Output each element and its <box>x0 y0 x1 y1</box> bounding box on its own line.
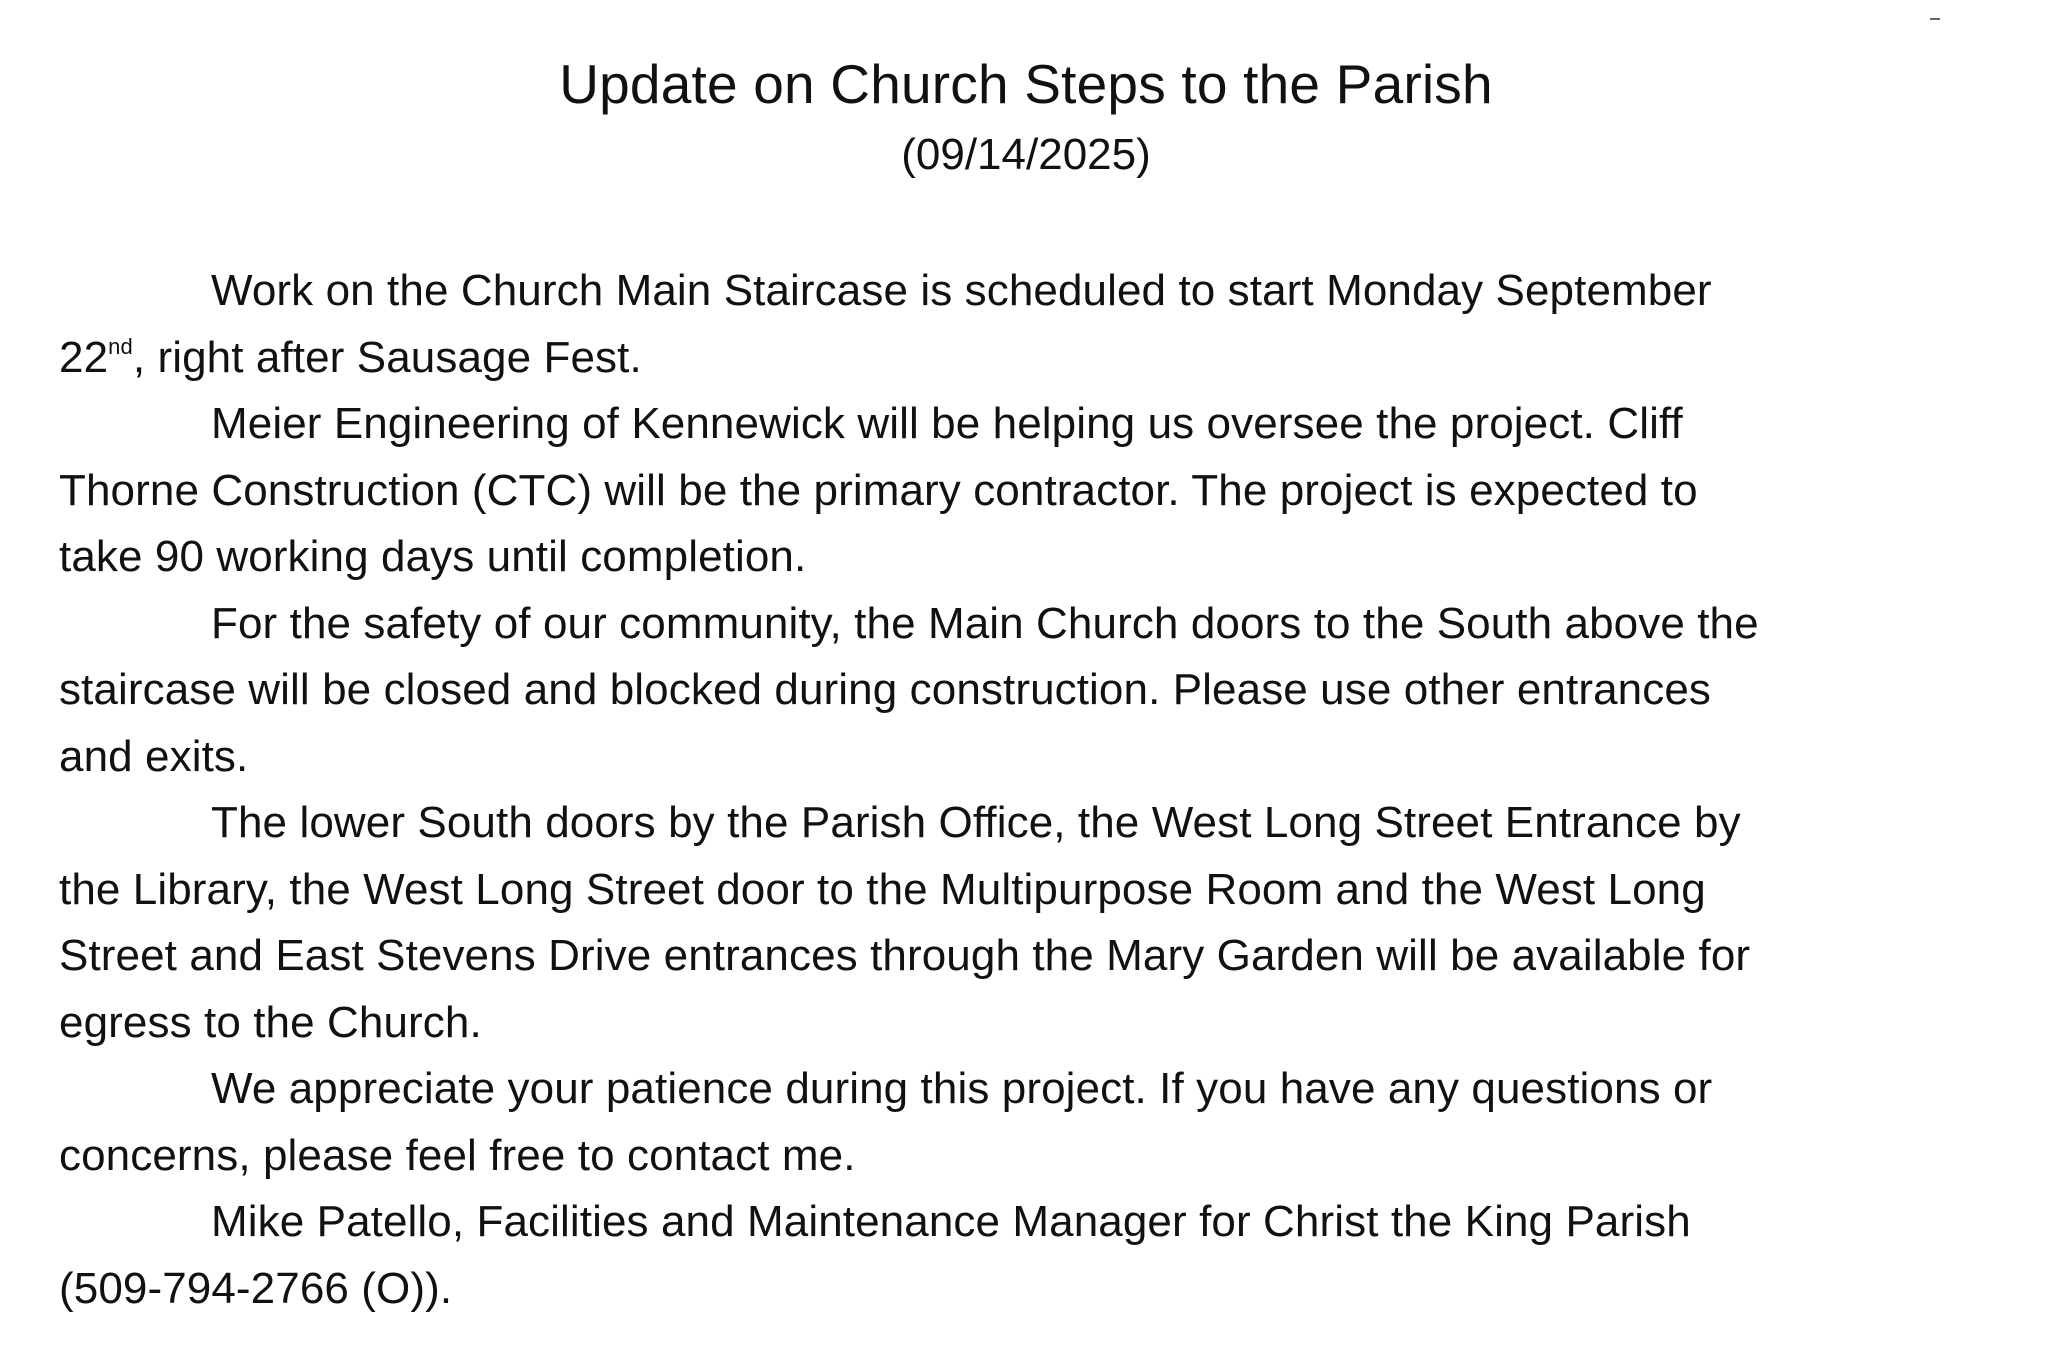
body-line: (509-794-2766 (O)). <box>59 1263 453 1313</box>
document-title: Update on Church Steps to the Parish <box>559 53 1493 115</box>
document-body <box>59 258 2019 1322</box>
body-line: Street and East Stevens Drive entrances through the Mary Garden will be available for <box>59 931 1751 980</box>
body-line: and exits. <box>59 731 249 781</box>
body-line: We appreciate your patience during this project. If you have any questions or <box>211 1064 1713 1113</box>
ordinal-suffix: nd <box>108 333 133 359</box>
body-line <box>59 325 2019 392</box>
scan-speck <box>1930 18 1940 20</box>
body-line: Work on the Church Main Staircase is scheduled to start Monday September <box>211 266 1712 315</box>
body-line: egress to the Church. <box>59 997 482 1047</box>
body-line: take 90 working days until completion. <box>59 532 807 581</box>
body-line: the Library, the West Long Street door to the Multipurpose Room and the West Long <box>59 864 1706 914</box>
document-date: (09/14/2025) <box>901 130 1151 179</box>
body-line: Meier Engineering of Kennewick will be helping us oversee the project. Cliff <box>211 399 1683 448</box>
body-line: staircase will be closed and blocked during construction. Please use other entrances <box>59 665 1711 714</box>
date-number: 22 <box>59 332 109 382</box>
body-line-text: , right after Sausage Fest. <box>132 332 642 382</box>
body-line: Mike Patello, Facilities and Maintenance Manager for Christ the King Parish <box>211 1197 1691 1246</box>
body-line: Thorne Construction (CTC) will be the primary contractor. The project is expected to <box>59 465 1698 515</box>
body-line: For the safety of our community, the Main Church doors to the South above the <box>211 598 1759 648</box>
body-line: The lower South doors by the Parish Office, the West Long Street Entrance by <box>211 798 1741 847</box>
body-line: concerns, please feel free to contact me. <box>59 1130 856 1180</box>
